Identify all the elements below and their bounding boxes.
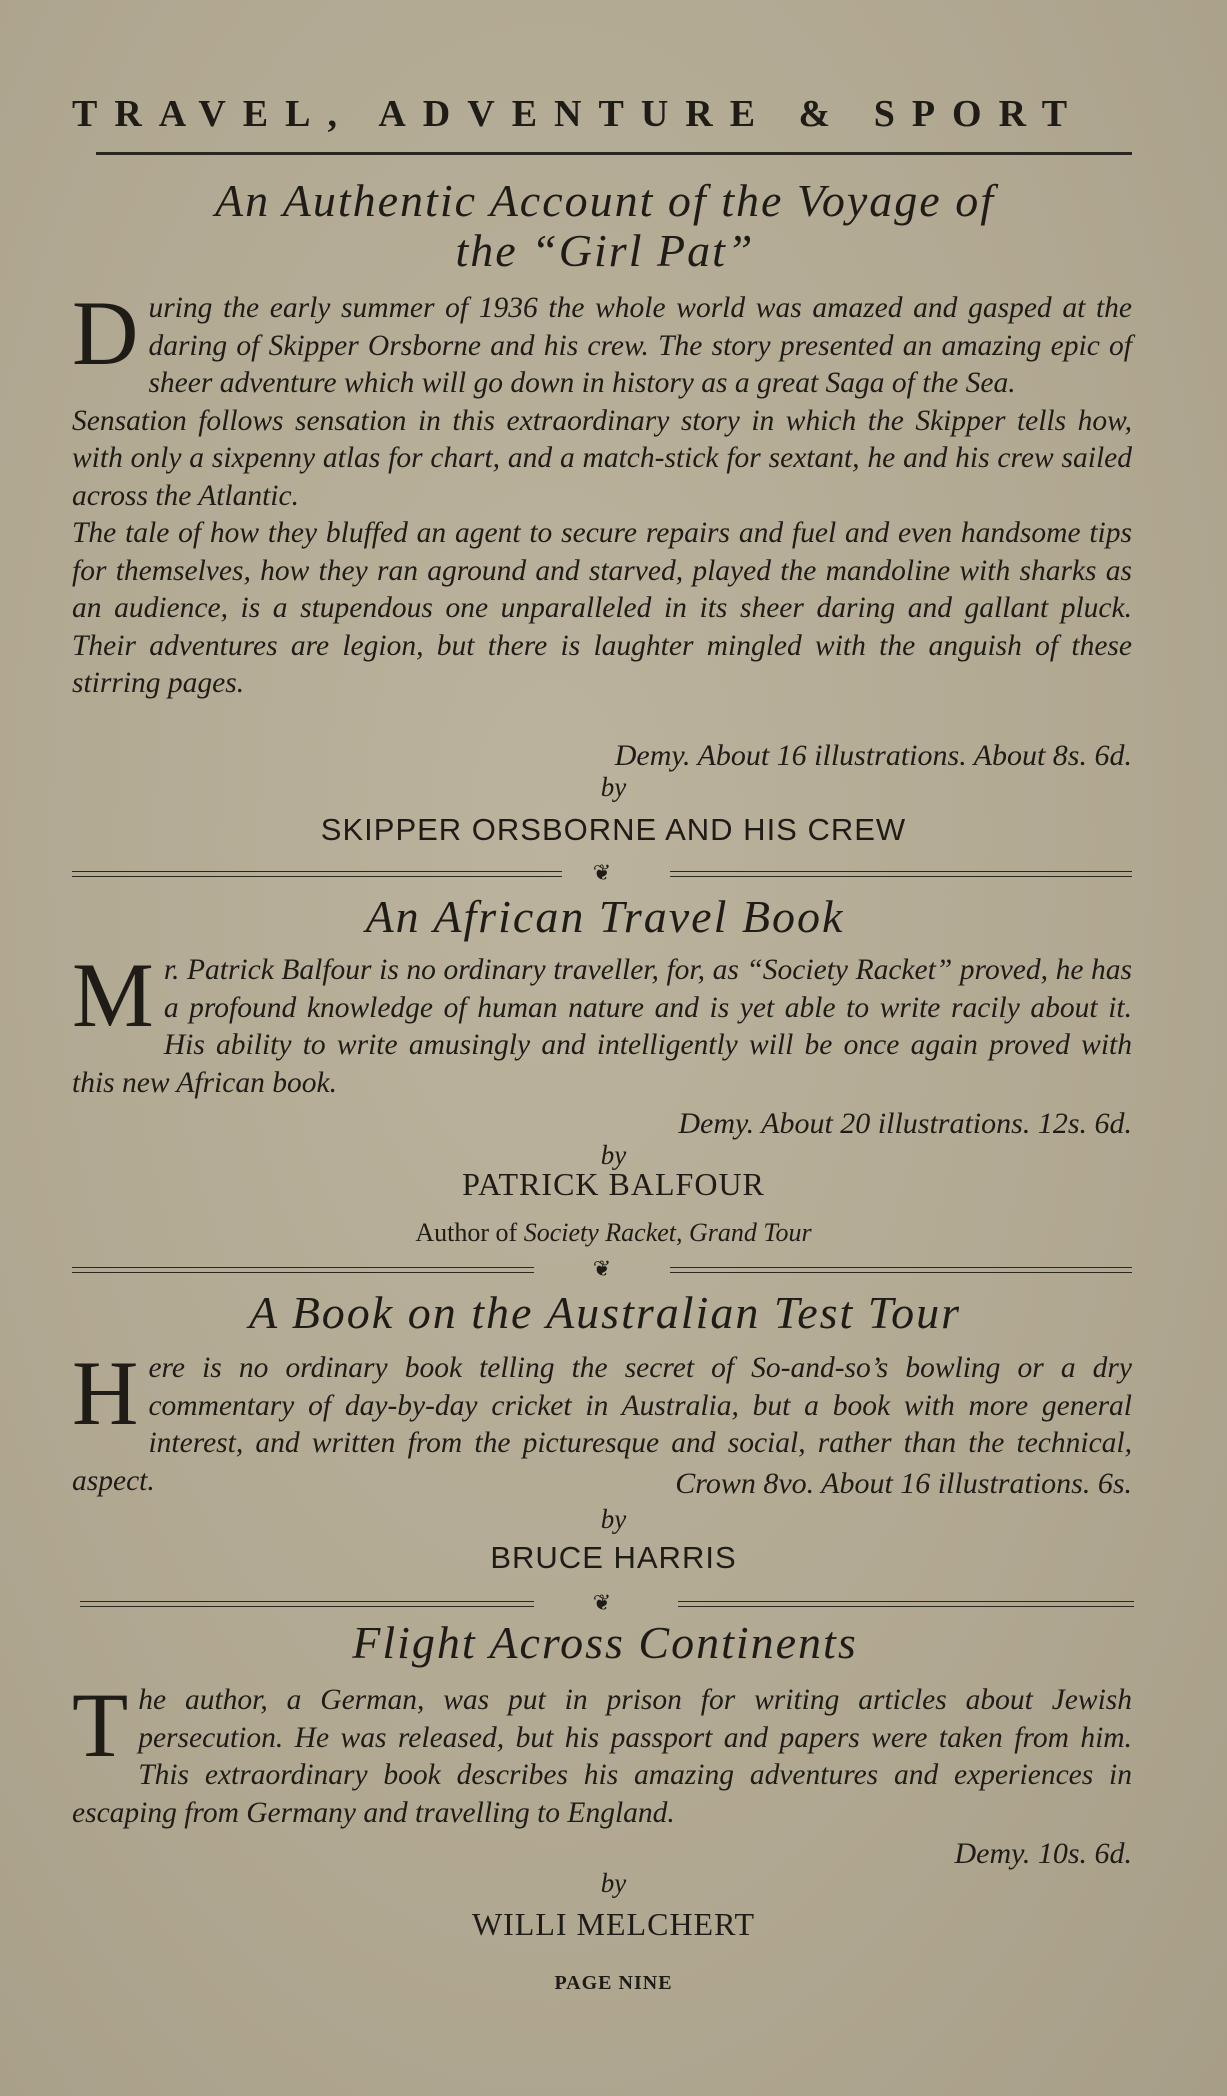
author-name: BRUCE HARRIS	[490, 1540, 737, 1575]
drop-cap: T	[72, 1674, 129, 1776]
book-title-flight-across-continents: Flight Across Continents	[352, 1617, 858, 1668]
description-paragraph	[72, 282, 1132, 403]
book-description-african-travel	[72, 944, 1132, 1102]
by-label: by	[600, 1504, 627, 1534]
section-divider	[72, 1591, 1132, 1616]
drop-cap: D	[72, 282, 139, 384]
drop-cap: H	[72, 1342, 139, 1444]
description-paragraph	[72, 944, 1132, 1102]
paragraph-text: ere is no ordinary book telling the secret of So-and-so’s bowling or a dry commentary of day-by-day cricket in Australia, but a book with more general interest, and written from the picturesque and social, rather than the technical, aspect.	[72, 1352, 1132, 1497]
divider-line	[80, 1601, 534, 1607]
paragraph-text: he author, a German, was put in prison for writing articles about Jewish persecution. He was released, but his passport and papers were taken from him. This extraordinary book describes his amazing adventures and experiences in escaping from Germany and travelling to England.	[72, 1684, 1132, 1829]
section-header: TRAVEL, ADVENTURE & SPORT	[72, 93, 1085, 135]
book-meta: Crown 8vo. About 16 illustrations. 6s.	[675, 1467, 1132, 1500]
divider-line	[670, 871, 1132, 877]
floral-ornament-icon: ❦	[592, 1591, 612, 1616]
description-paragraph	[72, 1674, 1132, 1832]
book-description-girl-pat	[72, 282, 1132, 703]
book-meta: Demy. About 20 illustrations. 12s. 6d.	[678, 1107, 1132, 1140]
divider-line	[678, 1601, 1134, 1607]
paragraph-text: r. Patrick Balfour is no ordinary traveller, for, as “Society Racket” proved, he has a profound knowledge of human nature and is yet able to write racily about it. His ability to write amusingly and intelligently will be once again proved with this new African book.	[72, 954, 1132, 1099]
by-label: by	[600, 1868, 627, 1898]
divider-line	[72, 871, 562, 877]
book-title-african-travel: An African Travel Book	[365, 891, 845, 942]
author-name: PATRICK BALFOUR	[462, 1166, 765, 1202]
description-paragraph: Sensation follows sensation in this extraordinary story in which the Skipper tells how, with only a sixpenny atlas for chart, and a match-stick for sextant, he and his crew sailed across the Atlantic.	[72, 404, 1132, 512]
header-rule	[96, 152, 1132, 155]
page-number-label: PAGE NINE	[554, 1972, 673, 1994]
by-label: by	[600, 772, 627, 802]
description-paragraph: The tale of how they bluffed an agent to secure repairs and fuel and even handsome tips for themselves, how they ran aground and starved, played the mandoline with sharks as an audience, is a stupendous one unparalleled in its sheer daring and gallant pluck. Their adventures are legion, but there is laughter mingled with the anguish of these stirring pages.	[72, 517, 1132, 699]
book-meta: Demy. About 16 illustrations. About 8s. 6d.	[614, 739, 1132, 772]
book-meta: Demy. 10s. 6d.	[954, 1837, 1132, 1870]
book-description-flight-across-continents	[72, 1674, 1132, 1832]
drop-cap: M	[72, 944, 154, 1046]
floral-ornament-icon: ❦	[592, 861, 612, 886]
author-note-works: Society Racket, Grand Tour	[523, 1218, 812, 1247]
divider-line	[670, 1267, 1132, 1273]
book-title-line-1: An Authentic Account of the Voyage of	[214, 175, 995, 226]
author-note	[0, 1218, 1227, 1248]
floral-ornament-icon: ❦	[592, 1257, 612, 1282]
by-label: by	[600, 1140, 627, 1170]
book-title-australian-test-tour: A Book on the Australian Test Tour	[248, 1287, 962, 1338]
author-note-prefix: Author of	[415, 1218, 524, 1247]
book-title-line-2: the “Girl Pat”	[455, 225, 755, 276]
section-divider	[72, 861, 1132, 886]
book-title-girl-pat	[70, 176, 1140, 276]
author-name: WILLI MELCHERT	[471, 1906, 756, 1942]
section-divider	[72, 1257, 1132, 1282]
divider-line	[72, 1267, 534, 1273]
author-name: SKIPPER ORSBORNE AND HIS CREW	[320, 812, 907, 847]
paragraph-text: uring the early summer of 1936 the whole world was amazed and gasped at the daring of Skipper Orsborne and his crew. The story presented an amazing epic of sheer adventure which will go down in history as a great Saga of the Sea.	[148, 292, 1132, 399]
